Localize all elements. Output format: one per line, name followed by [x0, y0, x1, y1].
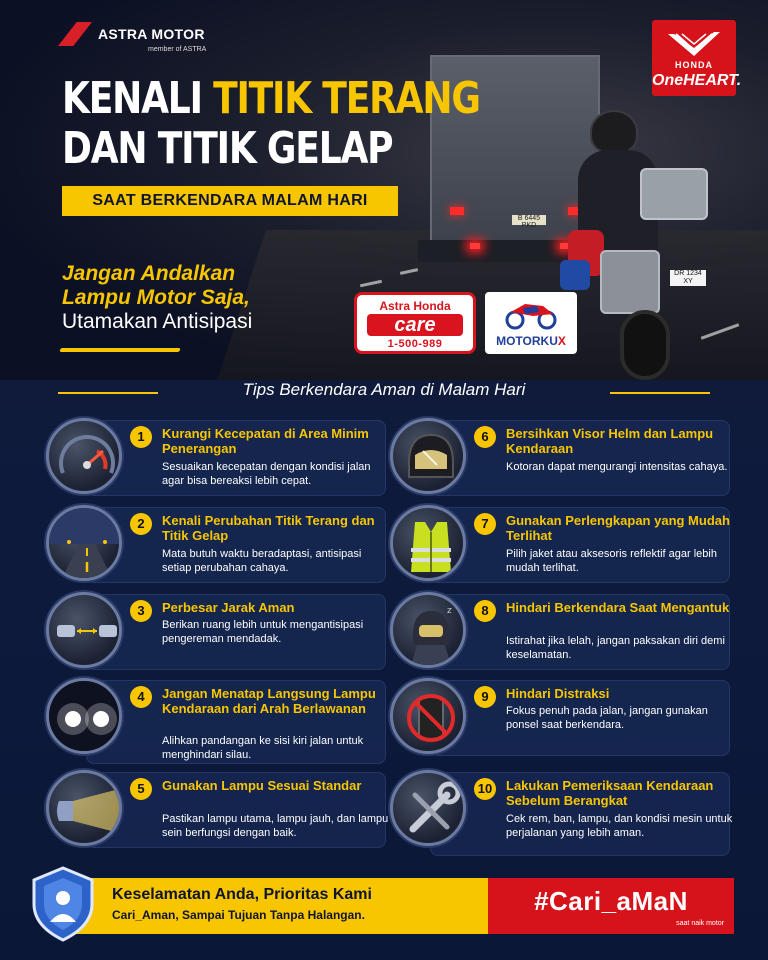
tip-icon-circle: [390, 592, 466, 668]
truck-plate: B 6445 PKD: [512, 215, 546, 225]
top-box: [640, 168, 708, 220]
tip-title: Gunakan Lampu Sesuai Standar: [162, 778, 362, 793]
tip-item: [46, 770, 389, 850]
tip-title: Kurangi Kecepatan di Area Minim Penerangan: [162, 426, 369, 456]
tip-number: 6: [474, 426, 496, 448]
svg-text:z: z: [447, 606, 452, 616]
tip-number: 8: [474, 600, 496, 622]
tip-item: [390, 505, 730, 585]
tip-icon-circle: [46, 770, 122, 846]
subtitle-bar: SAAT BERKENDARA MALAM HARI: [62, 186, 398, 216]
honda-badge: [652, 20, 742, 96]
tagline-3: Utamakan Antisipasi: [62, 310, 253, 333]
tip-description: Alihkan pandangan ke sisi kiri jalan untuk menghindari silau.: [162, 735, 364, 761]
title-line-1: [62, 73, 480, 124]
tip-icon-circle: [46, 418, 122, 494]
tip-description: Fokus penuh pada jalan, jangan gunakan ponsel saat berkendara.: [506, 705, 708, 731]
tip-icon-circle: [390, 678, 466, 754]
rider-helmet: [590, 110, 638, 154]
tip-title: Bersihkan Visor Helm dan Lampu Kendaraan: [506, 426, 714, 456]
no-phone-icon: [393, 681, 466, 754]
honda-wing-icon: [666, 28, 722, 58]
hashtag: #Cari_aMaN: [534, 886, 688, 916]
rear-wheel: [620, 310, 670, 380]
motorku-text: [485, 334, 577, 348]
tip-item: [390, 592, 730, 672]
tip-number: 9: [474, 686, 496, 708]
tip-item: [46, 418, 386, 498]
astra-brand: ASTRA MOTOR: [98, 26, 205, 42]
tip-number: 2: [130, 513, 152, 535]
title-plain: KENALI: [62, 73, 214, 124]
bike-plate: DR 1234 XY: [670, 270, 706, 286]
tip-title: Gunakan Perlengkapan yang Mudah Terlihat: [506, 513, 730, 543]
tip-title: Hindari Distraksi: [506, 686, 610, 701]
tip-item: [46, 592, 386, 672]
shield-icon: [28, 864, 98, 944]
tip-description: Mata butuh waktu beradaptasi, antisipasi setiap perubahan cahaya.: [162, 548, 362, 574]
tagline-2: Lampu Motor Saja,: [62, 286, 250, 309]
tip-description: Kotoran dapat mengurangi intensitas cahaya.: [506, 461, 728, 473]
tip-item: [390, 770, 733, 858]
tip-number: 7: [474, 513, 496, 535]
footer-subline: Cari_Aman, Sampai Tujuan Tanpa Halangan.: [112, 908, 365, 922]
tip-item: [46, 678, 386, 766]
title-line-2: DAN TITIK GELAP: [62, 123, 393, 174]
tip-title: Jangan Menatap Langsung Lampu Kendaraan dari Arah Berlawanan: [162, 686, 376, 716]
ahc-top: Astra Honda: [379, 299, 451, 313]
headlights-icon: [49, 681, 122, 754]
tip-icon-circle: [390, 770, 466, 846]
astra-motor-logo: [58, 22, 205, 46]
tip-number: 4: [130, 686, 152, 708]
tip-number: 10: [474, 778, 496, 800]
footer-headline: Keselamatan Anda, Prioritas Kami: [112, 886, 372, 903]
car-distance-icon: [49, 595, 122, 668]
red-light: [470, 243, 480, 249]
title-accent: TITIK TERANG: [213, 73, 480, 124]
tip-number: 1: [130, 426, 152, 448]
footer-red-bar: [488, 878, 734, 934]
tip-description: Cek rem, ban, lampu, dan kondisi mesin untuk perjalanan yang lebih aman.: [506, 813, 733, 839]
tip-title: Hindari Berkendara Saat Mengantuk: [506, 600, 730, 615]
tip-description: Pastikan lampu utama, lampu jauh, dan lampu sein berfungsi dengan baik.: [162, 813, 389, 839]
tip-title: Lakukan Pemeriksaan Kendaraan Sebelum Berangkat: [506, 778, 714, 808]
oneheart-tag: OneHEART.: [652, 72, 742, 89]
tip-icon-circle: [390, 418, 466, 494]
tip-description: Istirahat jika lelah, jangan paksakan diri demi keselamatan.: [506, 635, 725, 661]
motorcycle-rider: [557, 110, 710, 350]
tip-icon-circle: [46, 592, 122, 668]
tip-description: Berikan ruang lebih untuk mengantisipasi pengereman mendadak.: [162, 619, 364, 645]
tip-item: [390, 678, 730, 758]
tagline-1: Jangan Andalkan: [62, 262, 236, 285]
reflective-vest-icon: [393, 508, 466, 581]
honda-word: HONDA: [675, 60, 713, 70]
astra-sub: member of ASTRA: [148, 46, 207, 53]
motorku-x: X: [557, 334, 566, 348]
astra-honda-care-logo: [354, 292, 476, 354]
footer-banner: [0, 872, 768, 960]
tip-item: [390, 418, 730, 498]
side-box: [600, 250, 660, 314]
tagline-underline: [59, 348, 180, 352]
tip-icon-circle: [46, 505, 122, 581]
tip-icon-circle: [390, 505, 466, 581]
ahc-care: care: [367, 314, 463, 336]
road-icon: [49, 508, 122, 581]
tip-title: Kenali Perubahan Titik Terang dan Titik Gelap: [162, 513, 375, 543]
ahc-phone: 1-500-989: [387, 338, 443, 350]
astra-mark-icon: [58, 22, 92, 46]
wrench-icon: [393, 773, 466, 846]
tips-title: Tips Berkendara Aman di Malam Hari: [242, 380, 526, 399]
motorku-prefix: MOTORKU: [496, 334, 558, 348]
hashtag-sub: saat naik motor: [676, 920, 724, 927]
tip-description: Pilih jaket atau aksesoris reflektif agar lebih mudah terlihat.: [506, 548, 717, 574]
tip-number: 3: [130, 600, 152, 622]
tip-number: 5: [130, 778, 152, 800]
headlamp-icon: [49, 773, 122, 846]
truck-tail-light: [450, 207, 464, 215]
sleepy-rider-icon: [393, 595, 466, 668]
motorbike-icon: [503, 298, 559, 330]
motorkux-logo: [485, 292, 577, 354]
tip-title: Perbesar Jarak Aman: [162, 600, 295, 615]
helmet-visor-icon: [393, 421, 466, 494]
speedometer-icon: [49, 421, 122, 494]
tip-description: Sesuaikan kecepatan dengan kondisi jalan agar bisa bereaksi lebih cepat.: [162, 461, 371, 487]
tip-icon-circle: [46, 678, 122, 754]
bike-fairing-blue: [560, 260, 590, 290]
tip-item: [46, 505, 386, 585]
